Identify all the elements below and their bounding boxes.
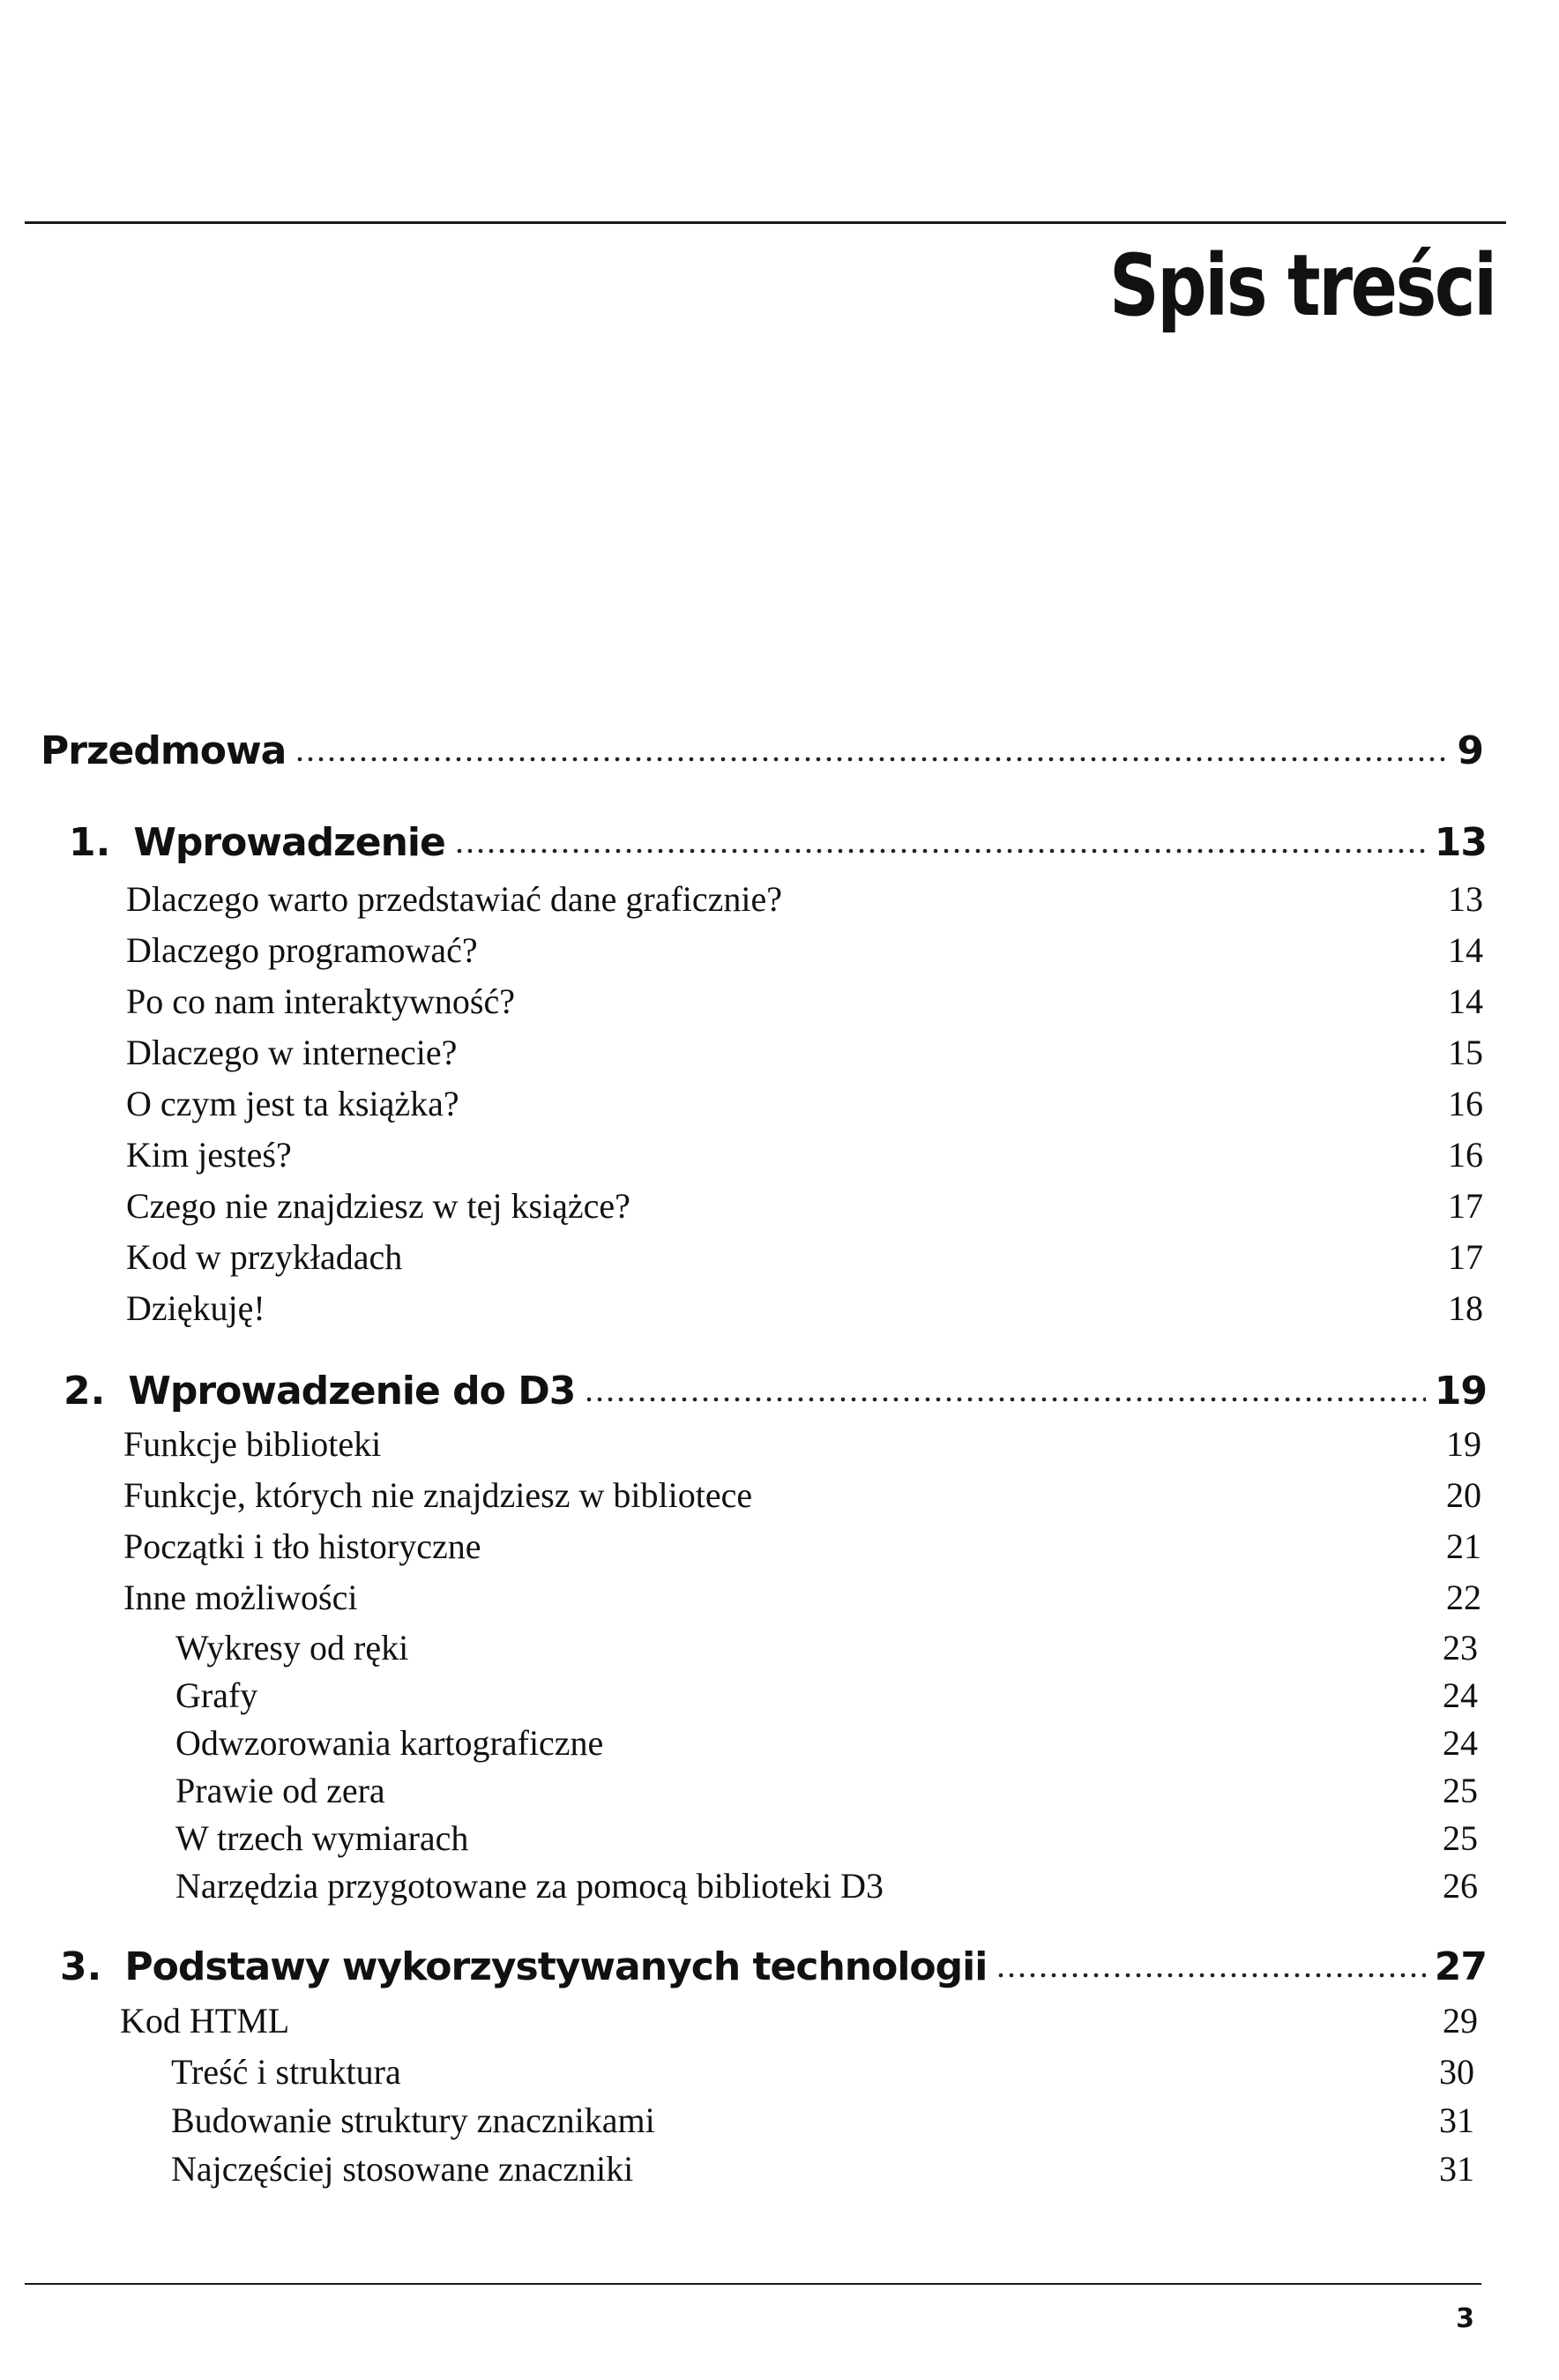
- toc-entry-page: 17: [1448, 1186, 1483, 1226]
- toc-entry-label: Kod HTML: [120, 2001, 290, 2041]
- toc-entry-page: 29: [1443, 2001, 1478, 2041]
- toc-chapter-1[interactable]: [69, 820, 1487, 865]
- toc-entry[interactable]: [126, 929, 1483, 971]
- toc-entry-label: Dlaczego warto przedstawiać dane graficznie?: [126, 879, 783, 919]
- toc-entry[interactable]: [126, 1185, 1483, 1227]
- toc-entry-page: 18: [1448, 1288, 1483, 1328]
- toc-entry[interactable]: [126, 1287, 1483, 1329]
- toc-entry[interactable]: [126, 1236, 1483, 1278]
- toc-entry[interactable]: [123, 1577, 1481, 1618]
- toc-entry-label: Funkcje biblioteki: [123, 1424, 382, 1464]
- toc-entry[interactable]: [171, 2051, 1474, 2093]
- toc-entry-label: Grafy: [175, 1675, 258, 1715]
- toc-entry-label: Kim jesteś?: [126, 1135, 292, 1175]
- toc-entry-page: 22: [1446, 1578, 1481, 1617]
- toc-entry-page: 17: [1448, 1237, 1483, 1277]
- toc-entry[interactable]: [126, 981, 1483, 1022]
- chapter-title: Wprowadzenie do D3: [128, 1369, 576, 1414]
- toc-entry-label: Najczęściej stosowane znaczniki: [171, 2149, 634, 2189]
- toc-entry-page: 19: [1446, 1424, 1481, 1464]
- toc-entry-label: Inne możliwości: [123, 1578, 358, 1617]
- toc-entry-page: 24: [1443, 1675, 1478, 1715]
- toc-entry-page: 20: [1446, 1475, 1481, 1515]
- toc-entry[interactable]: [175, 1722, 1478, 1764]
- toc-entry-page: 25: [1443, 1771, 1478, 1810]
- toc-entry-page: 16: [1448, 1084, 1483, 1123]
- toc-entry-label: Dlaczego programować?: [126, 930, 478, 970]
- toc-entry-label: Funkcje, których nie znajdziesz w bibliotece: [123, 1475, 753, 1515]
- toc-preface-label: Przedmowa: [41, 728, 287, 773]
- toc-entry-label: Treść i struktura: [171, 2052, 401, 2092]
- toc-entry[interactable]: [126, 1083, 1483, 1124]
- toc-entry-page: 24: [1443, 1723, 1478, 1763]
- toc-entry-label: Czego nie znajdziesz w tej książce?: [126, 1186, 630, 1226]
- toc-entry-page: 14: [1448, 930, 1483, 970]
- toc-entry-label: Wykresy od ręki: [175, 1628, 409, 1667]
- dot-leader: [584, 1396, 1425, 1403]
- toc-entry-label: Prawie od zera: [175, 1771, 385, 1810]
- toc-entry-page: 16: [1448, 1135, 1483, 1175]
- page-title: Spis treści: [1109, 236, 1496, 335]
- toc-entry-label: W trzech wymiarach: [175, 1818, 469, 1858]
- dot-leader: [295, 756, 1448, 763]
- toc-preface-page: 9: [1457, 728, 1483, 773]
- toc-entry-page: 14: [1448, 981, 1483, 1021]
- toc-entry-page: 13: [1448, 879, 1483, 919]
- toc-entry-page: 26: [1443, 1866, 1478, 1906]
- toc-entry[interactable]: [171, 2148, 1474, 2190]
- toc-entry[interactable]: [175, 1865, 1478, 1906]
- toc-entry-label: Kod w przykładach: [126, 1237, 403, 1277]
- toc-entry-label: Początki i tło historyczne: [123, 1526, 481, 1566]
- toc-entry[interactable]: [123, 1526, 1481, 1567]
- toc-entry[interactable]: [126, 878, 1483, 920]
- toc-entry[interactable]: [175, 1627, 1478, 1668]
- toc-entry-page: 31: [1439, 2149, 1474, 2189]
- toc-entry-label: Budowanie struktury znacznikami: [171, 2100, 655, 2140]
- toc-entry-label: Dlaczego w internecie?: [126, 1033, 458, 1072]
- toc-chapter-3[interactable]: [60, 1944, 1487, 1989]
- toc-entry[interactable]: [126, 1134, 1483, 1175]
- toc-entry-page: 31: [1439, 2100, 1474, 2140]
- toc-entry-label: Po co nam interaktywność?: [126, 981, 515, 1021]
- bottom-rule: [25, 2283, 1481, 2285]
- toc-entry[interactable]: [123, 1423, 1481, 1465]
- toc-entry[interactable]: [175, 1675, 1478, 1716]
- toc-entry-label: Narzędzia przygotowane za pomocą biblioteki D3: [175, 1866, 884, 1906]
- chapter-page: 27: [1434, 1944, 1487, 1989]
- toc-entry[interactable]: [126, 1032, 1483, 1073]
- toc-entry-page: 25: [1443, 1818, 1478, 1858]
- toc-entry-label: O czym jest ta książka?: [126, 1084, 459, 1123]
- toc-entry-label: Dziękuję!: [126, 1288, 265, 1328]
- chapter-number: 2.: [63, 1369, 106, 1414]
- toc-entry[interactable]: [175, 1770, 1478, 1811]
- chapter-page: 13: [1434, 820, 1487, 865]
- toc-entry[interactable]: [175, 1817, 1478, 1859]
- toc-preface[interactable]: [41, 728, 1483, 773]
- toc-entry[interactable]: [123, 1474, 1481, 1516]
- chapter-title: Podstawy wykorzystywanych technologii: [124, 1944, 988, 1989]
- chapter-title: Wprowadzenie: [133, 820, 445, 865]
- dot-leader: [996, 1972, 1425, 1979]
- toc-chapter-2[interactable]: [63, 1369, 1487, 1414]
- page-number: 3: [1456, 2303, 1474, 2334]
- toc-entry-page: 15: [1448, 1033, 1483, 1072]
- toc-entry-page: 30: [1439, 2052, 1474, 2092]
- toc-entry[interactable]: [171, 2100, 1474, 2141]
- toc-entry-label: Odwzorowania kartograficzne: [175, 1723, 604, 1763]
- chapter-number: 3.: [60, 1944, 102, 1989]
- chapter-number: 1.: [69, 820, 111, 865]
- toc-entry-page: 23: [1443, 1628, 1478, 1667]
- toc-entry[interactable]: [120, 2000, 1478, 2041]
- toc-entry-page: 21: [1446, 1526, 1481, 1566]
- dot-leader: [454, 847, 1426, 854]
- chapter-page: 19: [1434, 1369, 1487, 1414]
